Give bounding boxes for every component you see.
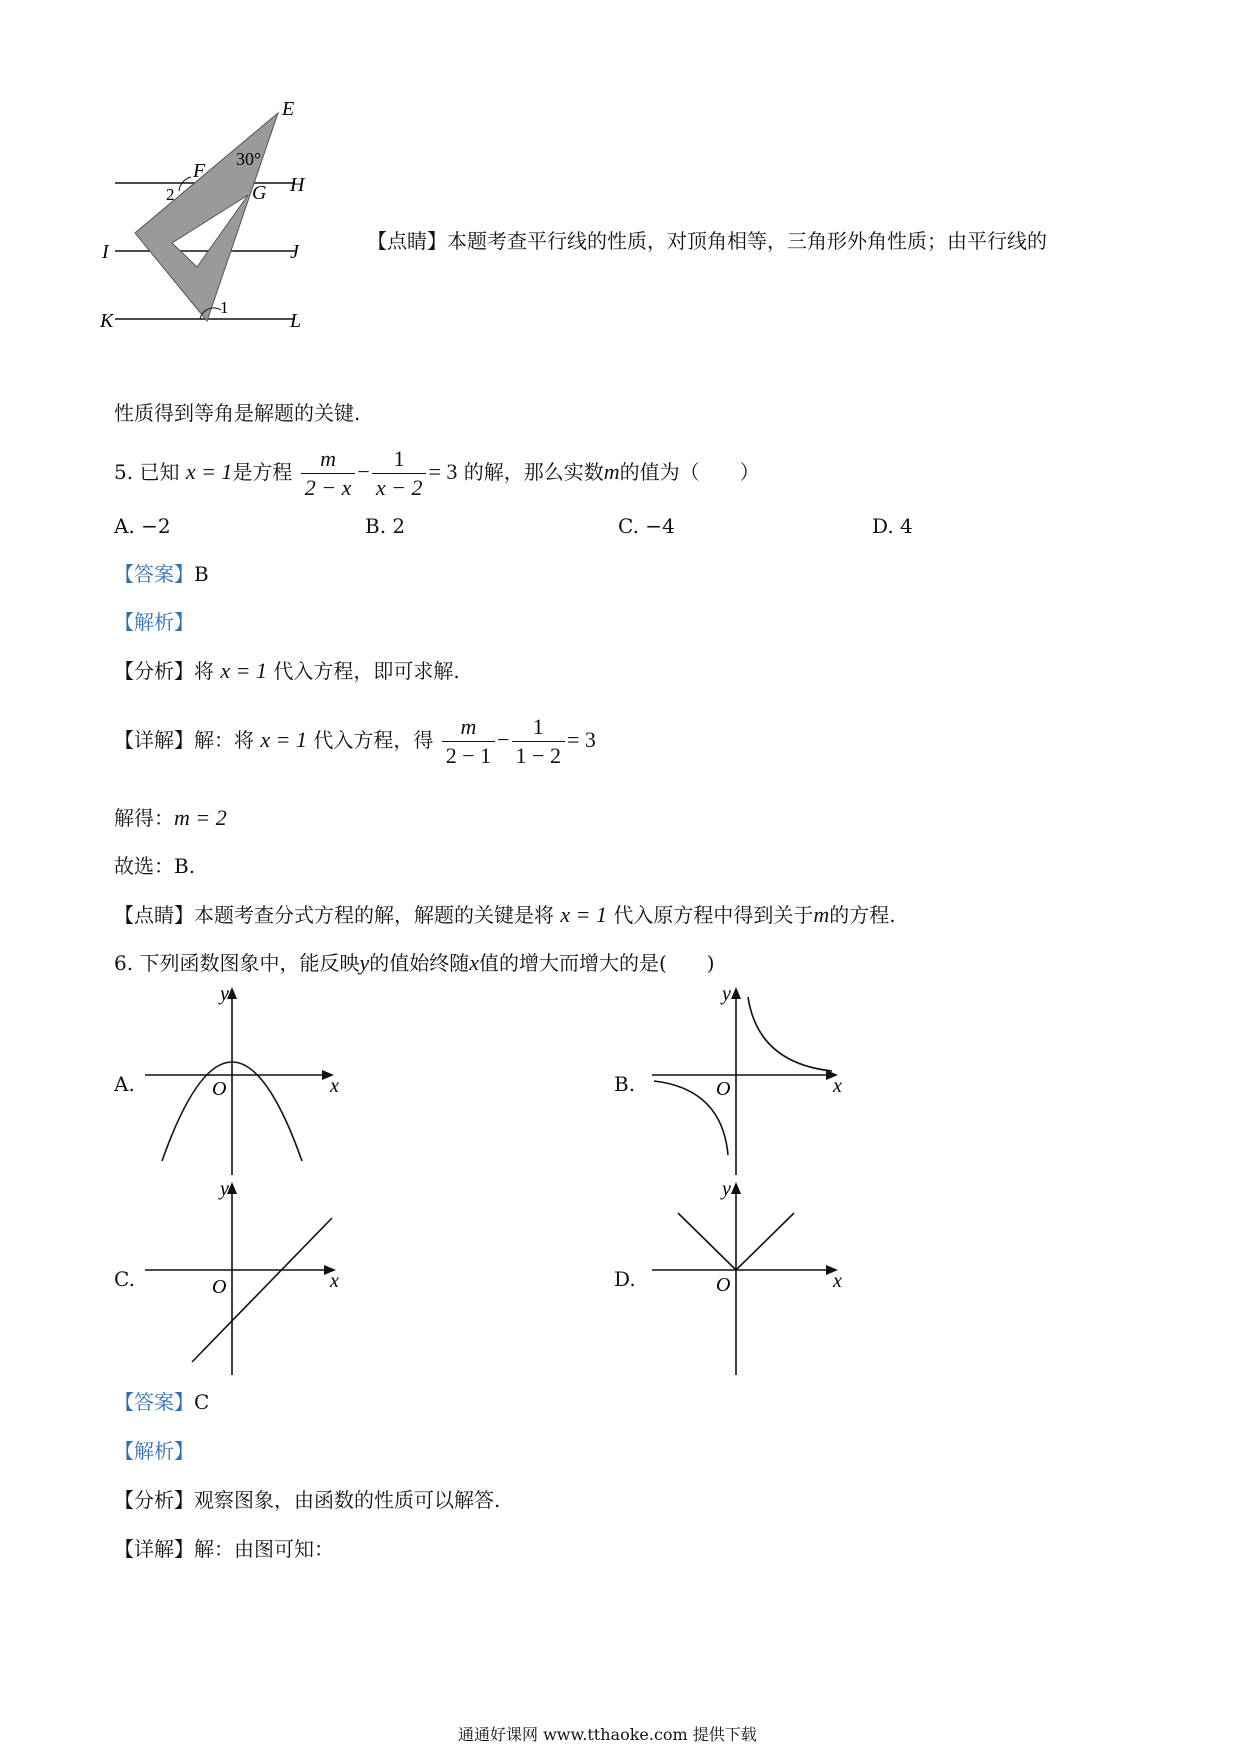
label-angle-1: 1 (220, 298, 229, 317)
q5-answer: 【答案】B (114, 562, 209, 586)
q5-stem: 5. 已知 x = 1是方程 $\frac{m}{2 - x}$ − $\frac{1}{x - 2}$ = 3 的解，那么实数m的值为（ ） (114, 446, 760, 500)
svg-text:x: x (330, 1270, 339, 1292)
footer-text: 通通好课网 www.tthaoke.com 提供下载 (458, 1725, 757, 1744)
label-k: K (100, 310, 114, 332)
q6-graph-a (140, 985, 355, 1175)
q6-stem: 6. 下列函数图象中，能反映y的值始终随x值的增大而增大的是( ) (114, 950, 715, 975)
q5-analysis-tag: 【解析】 (114, 610, 194, 634)
q5-solve: 解得：m = 2 (114, 805, 227, 830)
svg-text:y: y (220, 1180, 229, 1200)
svg-text:O: O (716, 1274, 731, 1296)
q5-option-b: B. 2 (365, 514, 406, 538)
label-angle-2: 2 (166, 185, 175, 204)
label-e: E (282, 98, 295, 120)
q6-answer: 【答案】C (114, 1390, 210, 1414)
q5-option-c: C. −4 (618, 514, 675, 538)
q5-fraction-1: $\frac{m}{2 - x}$ (301, 445, 356, 502)
svg-text:y: y (722, 985, 731, 1005)
label-j: J (290, 241, 299, 263)
label-h: H (290, 174, 305, 196)
q4-dianjing-line2: 性质得到等角是解题的关键. (114, 401, 361, 425)
q6-graph-b (640, 985, 855, 1175)
label-i: I (102, 241, 109, 263)
q6-graph-d (640, 1180, 855, 1380)
label-angle-30: 30° (236, 149, 262, 169)
q5-dianjing: 【点睛】本题考查分式方程的解，解题的关键是将 x = 1 代入原方程中得到关于m的方程. (114, 902, 896, 927)
q5-fraction-2: $\frac{1}{x - 2}$ (372, 445, 427, 502)
q5-option-d: D. 4 (872, 514, 913, 538)
label-g: G (252, 182, 267, 204)
q6-option-a-label: A. (114, 1072, 135, 1096)
svg-text:x: x (330, 1075, 339, 1097)
q6-option-b-label: B. (614, 1072, 636, 1096)
q5-choose: 故选：B. (114, 854, 196, 878)
q5-sub-fraction-2: $\frac{1}{1 - 2}$ (512, 713, 565, 770)
dianjing-tag: 【点睛】 (367, 229, 447, 253)
q6-analysis-tag: 【解析】 (114, 1439, 194, 1463)
q4-dianjing-line1: 【点睛】本题考查平行线的性质，对顶角相等，三角形外角性质；由平行线的 (367, 229, 1047, 253)
svg-text:y: y (220, 985, 229, 1005)
svg-text:O: O (212, 1078, 227, 1100)
parallel-lines-figure (100, 95, 330, 345)
q6-option-c-label: C. (114, 1267, 135, 1291)
q5-fenxi: 【分析】将 x = 1 代入方程，即可求解. (114, 658, 460, 683)
svg-text:x: x (833, 1075, 842, 1097)
label-l: L (290, 310, 302, 332)
q5-sub-fraction-1: $\frac{m}{2 - 1}$ (442, 713, 495, 770)
q6-fenxi: 【分析】观察图象，由函数的性质可以解答. (114, 1488, 501, 1512)
label-f: F (193, 160, 206, 182)
q6-option-d-label: D. (614, 1267, 636, 1291)
q6-xiangjie: 【详解】解：由图可知： (114, 1537, 334, 1561)
svg-text:O: O (212, 1276, 227, 1298)
svg-text:O: O (716, 1078, 731, 1100)
svg-text:y: y (722, 1180, 731, 1200)
q5-x-eq-1: x = 1 (185, 459, 233, 484)
svg-text:x: x (833, 1270, 842, 1292)
q5-option-a: A. −2 (114, 514, 171, 538)
q5-xiangjie: 【详解】解：将 x = 1 代入方程，得 $\frac{m}{2 - 1}$ − $\frac{1}{1 - 2}$ = 3 (114, 714, 596, 768)
q6-graph-c (140, 1180, 355, 1380)
